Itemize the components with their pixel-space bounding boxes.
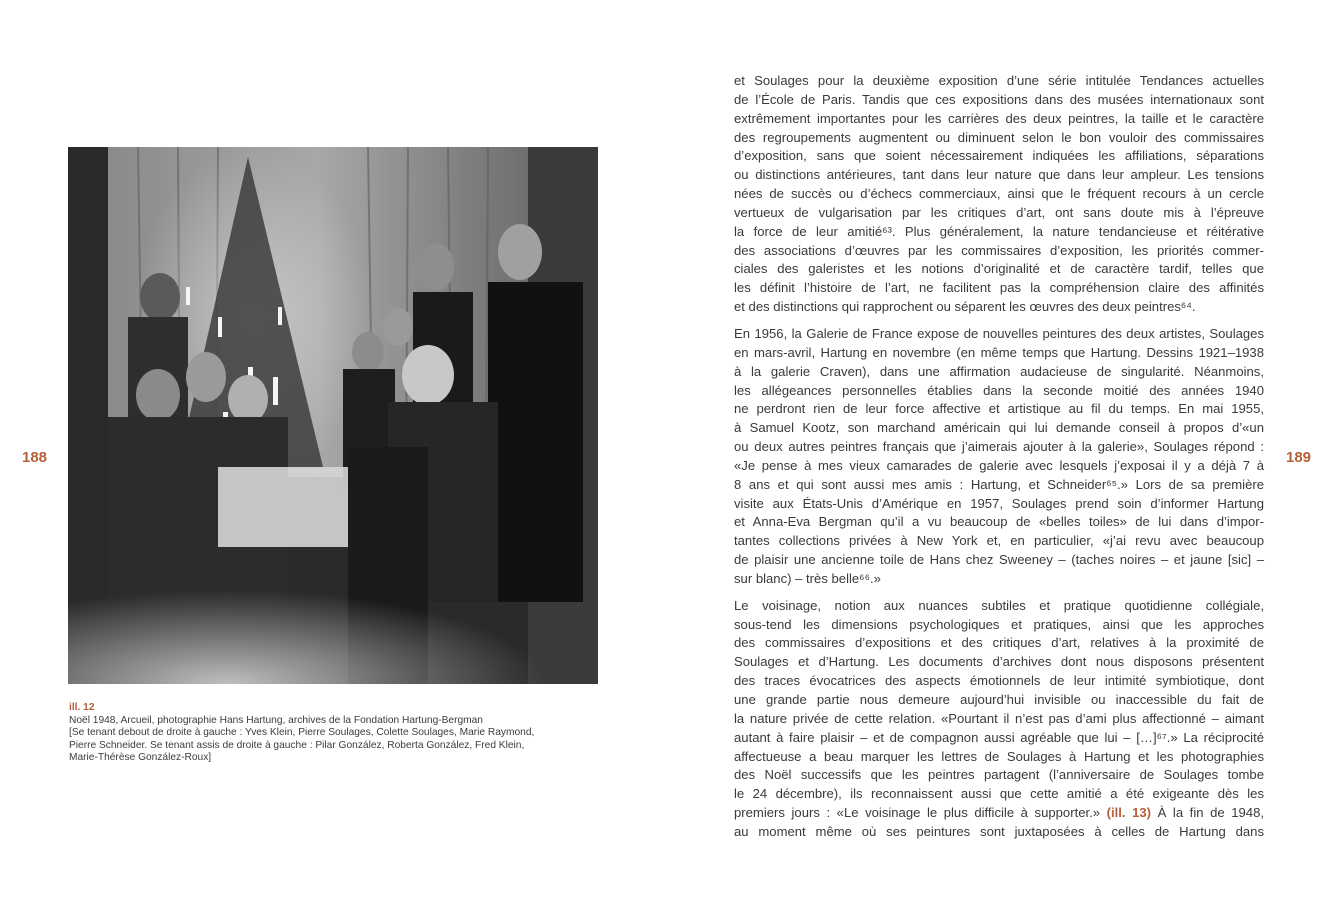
text-line: et Anna-Eva Bergman qu’il a vu beaucoup de «belles toiles» de lui dans d’impor- <box>734 514 1264 530</box>
text-line: «Je pense à mes vieux camarades de galerie avec lesquels j’exposai il y a déjà 7 à <box>734 457 1264 473</box>
text-line: sous-tend les dimensions psychologiques et pratiques, ainsi que les approches <box>734 616 1264 632</box>
text-line: visite aux États-Unis d’Amérique en 1957, Soulages prend soin d’informer Hartung <box>734 495 1264 511</box>
text-line: une grande partie nous demeure aujourd’hui invisible ou inaccessible du fait de <box>734 692 1264 707</box>
text-line: nées de succès ou d’échecs commerciaux, ainsi que le fréquent recours à un cercle <box>734 186 1264 202</box>
text-segment: premiers jours : «Le voisinage le plus difficile à supporter.» <box>734 805 1107 821</box>
text-line: des traces évocatrices des aspects émotionnels de leur intimité symbiotique, dont <box>734 673 1264 689</box>
text-line: à Samuel Kootz, son marchand américain qui lui demande conseil à propos d’«un <box>734 420 1264 436</box>
photo-caption <box>69 702 569 765</box>
text-line: les définit l’histoire de l’art, ne facilitent pas la compréhension claire des affinités <box>734 280 1264 296</box>
caption-line: Marie-Thérèse González-Roux] <box>69 752 212 764</box>
text-line: la force de leur amitié⁶³. Plus généralement, la nature tendancieuse et réitérative <box>734 223 1264 239</box>
text-line: ne perdront rien de leur force affective et artistique au fil du temps. En mai 1955, <box>734 401 1264 417</box>
illustration-reference[interactable]: (ill. 13) <box>1106 805 1152 821</box>
text-line: sur blanc) – très belle⁶⁶.» <box>734 570 881 586</box>
photograph-image <box>68 147 598 684</box>
text-line: des regroupements augmentent ou diminuent selon le bon vouloir des commissaires <box>734 129 1264 145</box>
text-line: à la galerie Craven), dans une affirmation audacieuse de singularité. Néanmoins, <box>734 363 1264 379</box>
text-line: tantes collections privées à New York et, en particulier, «j’ai revu avec beaucoup <box>734 533 1264 549</box>
caption-line: Noël 1948, Arcueil, photographie Hans Hartung, archives de la Fondation Hartung-Bergman <box>69 714 483 726</box>
page-number-left: 188 <box>22 449 48 466</box>
text-line: des associations d’œuvres par les commissaires d’exposition, les priorités commer- <box>734 242 1264 258</box>
text-line: extrêmement importantes pour les carrières des deux peintres, la taille et le caractère <box>734 110 1264 126</box>
caption-label: ill. 12 <box>69 702 95 713</box>
text-line: ou distinctions antérieures, tant dans leur nature que dans leur ampleur. Les tensions <box>734 167 1264 183</box>
text-line: les allégeances personnelles établies dans la seconde moitié des années 1940 <box>734 382 1264 398</box>
text-line: affectueuse a beau marquer les lettres de Soulages à Hartung et les photographies <box>734 748 1264 764</box>
text-line: de plaisir une ancienne toile de Hans chez Sweeney – (taches noires – et jaune [sic] – <box>734 552 1264 568</box>
text-line: 8 ans et qui sont aussi mes amis : Hartung, et Schneider⁶⁵.» Lors de sa première <box>734 476 1264 492</box>
text-line: des commissaires d’expositions et des critiques d’art, relatives à la proximité de <box>734 635 1264 651</box>
body-text <box>734 72 1264 850</box>
text-line: autant à faire plaisir – et de compagnon aussi agréable que lui – […]⁶⁷.» La réciprocité <box>734 729 1264 745</box>
text-line: Le voisinage, notion aux nuances subtiles et pratique quotidienne collégiale, <box>734 597 1264 613</box>
paragraph-1 <box>734 72 1264 317</box>
text-line-with-reference <box>734 804 1264 823</box>
text-line: Soulages et d’Hartung. Les documents d’archives dont nous disposons présentent <box>734 654 1264 670</box>
page-number-right: 189 <box>1286 449 1312 466</box>
text-line: la nature privée de cette relation. «Pourtant il n’est pas d’ami plus affectionné – aimant <box>734 710 1264 726</box>
text-line: En 1956, la Galerie de France expose de nouvelles peintures des deux artistes, Soulages <box>734 325 1264 341</box>
text-line: en mars-avril, Hartung en novembre (en même temps que Hartung. Dessins 1921–1938 <box>734 344 1264 360</box>
text-line: et des distinctions qui rapprochent ou séparent les œuvres des deux peintres⁶⁴. <box>734 299 1196 315</box>
text-line: le 24 décembre), ils reconnaissent aussi que cette amitié a été exigeante dès les <box>734 786 1264 802</box>
text-line: ciales des galeristes et les notions d’originalité et de caractère tardif, telles que <box>734 261 1264 277</box>
paragraph-3 <box>734 597 1264 842</box>
text-line: ou deux autres peintres français que j’aimerais ajouter à la galerie», Soulages répond : <box>734 439 1264 455</box>
text-line: au moment même où ses peintures sont juxtaposées à celles de Hartung dans <box>734 823 1264 839</box>
text-line: d’exposition, sans que soient nécessairement indiquées les affiliations, séparations <box>734 148 1264 164</box>
text-line: et Soulages pour la deuxième exposition d’une série intitulée Tendances actuelles <box>734 73 1264 88</box>
text-segment: À la fin de 1948, <box>1151 805 1264 821</box>
text-line: vertueux de vulgarisation par les critiques d’art, ont sans doute mis à l’épreuve <box>734 204 1264 220</box>
text-line: de l’École de Paris. Tandis que ces expositions dans des musées internationaux sont <box>734 91 1264 107</box>
paragraph-2 <box>734 325 1264 589</box>
christmas-photograph <box>68 147 598 684</box>
caption-line: [Se tenant debout de droite à gauche : Yves Klein, Pierre Soulages, Colette Soulages, Marie Raymond, <box>69 727 535 739</box>
caption-line: Pierre Schneider. Se tenant assis de droite à gauche : Pilar González, Roberta González, Fred Klein, <box>69 739 525 751</box>
text-line: des Noël successifs que les peintres partagent (l’anniversaire de Soulages tombe <box>734 767 1264 783</box>
